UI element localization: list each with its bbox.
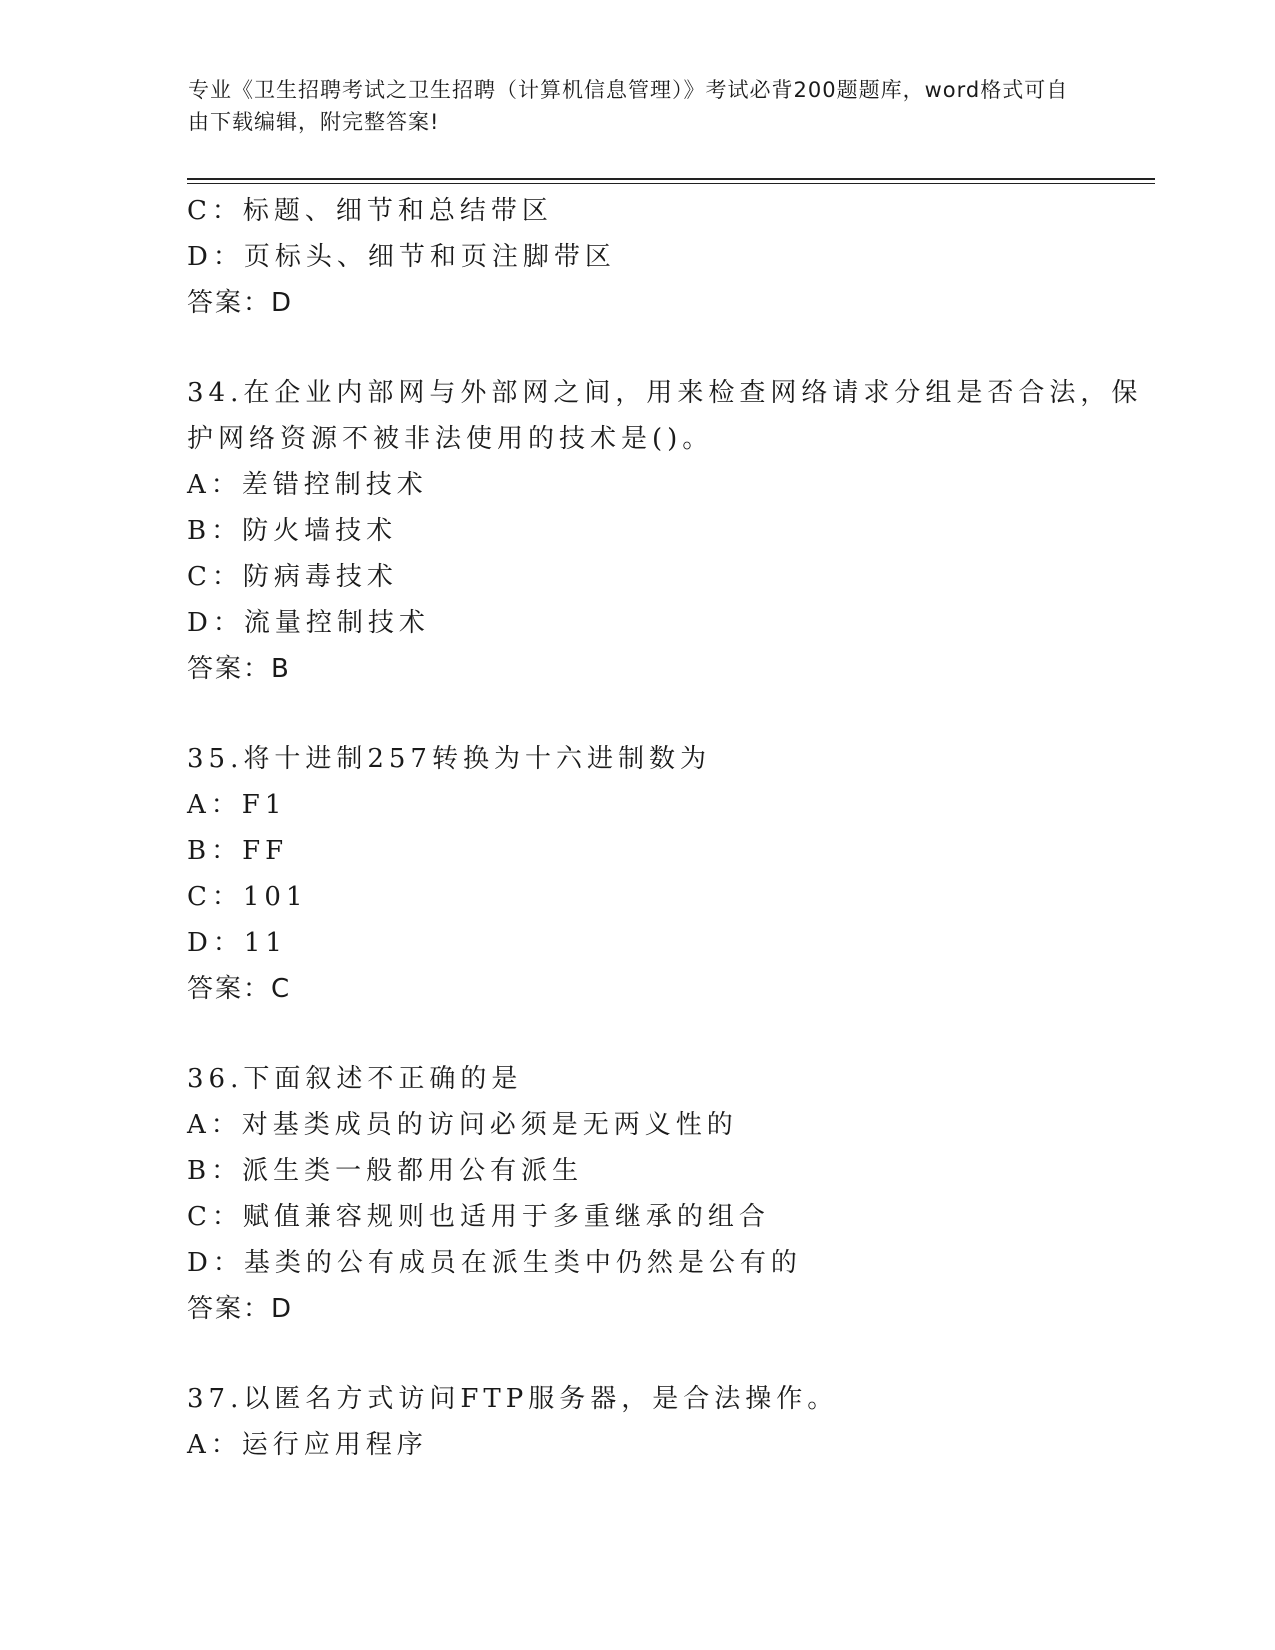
option-d: D：页标头、细节和页注脚带区 xyxy=(187,242,616,272)
question-stem: 34.在企业内部网与外部网之间，用来检查网络请求分组是否合法，保 xyxy=(187,378,1143,408)
option-b: B：防火墙技术 xyxy=(187,516,398,546)
option-d: D：基类的公有成员在派生类中仍然是公有的 xyxy=(187,1248,802,1278)
header-divider-thin xyxy=(187,183,1155,184)
question-37 xyxy=(187,1376,1107,1468)
question-list xyxy=(187,188,1143,1468)
option-c: C：标题、细节和总结带区 xyxy=(187,196,553,226)
question-36 xyxy=(187,1056,1107,1332)
answer-line: 答案：D xyxy=(187,288,294,318)
option-a: A：差错控制技术 xyxy=(187,470,428,500)
option-d: D：11 xyxy=(187,928,287,958)
option-a: A：运行应用程序 xyxy=(187,1430,428,1460)
question-33-continued xyxy=(187,188,1107,326)
option-b: B：FF xyxy=(187,836,289,866)
header-divider-thick xyxy=(187,178,1155,180)
option-d: D：流量控制技术 xyxy=(187,608,430,638)
option-c: C：防病毒技术 xyxy=(187,562,398,592)
option-c: C：101 xyxy=(187,882,308,912)
answer-line: 答案：B xyxy=(187,654,291,684)
question-34 xyxy=(187,370,1143,692)
option-c: C：赋值兼容规则也适用于多重继承的组合 xyxy=(187,1202,770,1232)
answer-line: 答案：D xyxy=(187,1294,294,1324)
question-stem-continued: 护网络资源不被非法使用的技术是()。 xyxy=(187,424,714,454)
answer-line: 答案：C xyxy=(187,974,292,1004)
document-header: 专业《卫生招聘考试之卫生招聘（计算机信息管理）》考试必背200题题库，word格式可自由下载编辑，附完整答案! xyxy=(188,78,1069,134)
option-a: A：对基类成员的访问必须是无两义性的 xyxy=(187,1110,738,1140)
question-stem: 36.下面叙述不正确的是 xyxy=(187,1064,523,1094)
question-stem: 35.将十进制257转换为十六进制数为 xyxy=(187,744,711,774)
question-35 xyxy=(187,736,1107,1012)
option-a: A：F1 xyxy=(187,790,287,820)
question-stem: 37.以匿名方式访问FTP服务器，是合法操作。 xyxy=(187,1384,839,1414)
option-b: B：派生类一般都用公有派生 xyxy=(187,1156,584,1186)
